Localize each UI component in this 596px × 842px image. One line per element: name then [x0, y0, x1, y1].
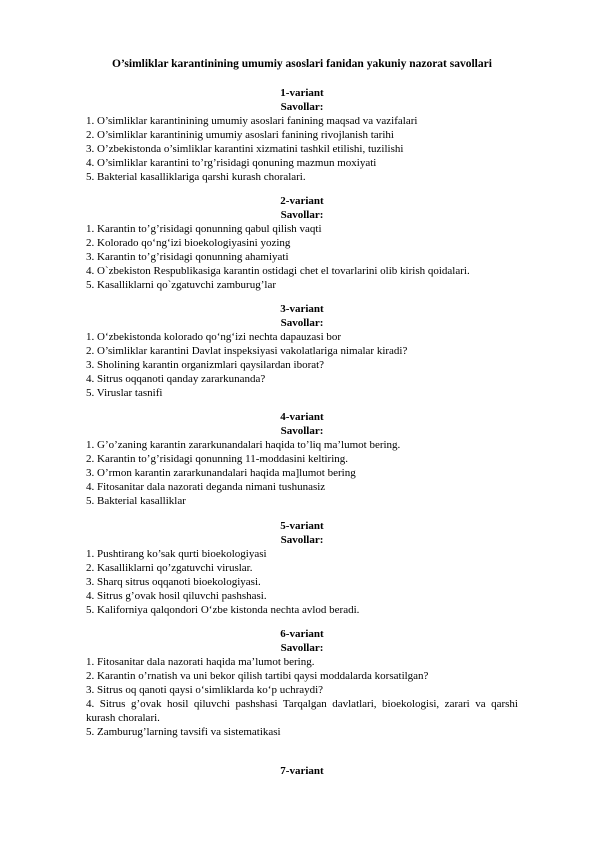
variant-heading: 4-variant	[280, 411, 324, 423]
question-item: 4. Sitrus g’ovak hosil qiluvchi pashshasi Tarqalgan davlatlari, bioekologisi, zarari va qarshi kurash choralari.	[86, 698, 518, 724]
variant-heading: 2-variant	[280, 195, 324, 207]
variant-section-4	[86, 410, 518, 508]
variant-section-2	[86, 194, 518, 292]
variant-section-6	[86, 627, 518, 739]
variant-section-5	[86, 519, 518, 617]
question-item: 5. Kaliforniya qalqondori O‘zbe kistonda nechta avlod beradi.	[86, 604, 360, 616]
question-item: 5. Kasalliklarni qo`zgatuvchi zamburug’lar	[86, 279, 276, 291]
question-item: 3. Karantin to’g’risidagi qonunning ahamiyati	[86, 251, 289, 263]
variant-heading: 3-variant	[280, 303, 324, 315]
question-item: 3. Sitrus oq qanoti qaysi o‘simliklarda ko‘p uchraydi?	[86, 684, 324, 696]
question-item: 2. O’simliklar karantini Davlat inspeksiyasi vakolatlariga nimalar kiradi?	[86, 345, 408, 357]
question-item: 4. Sitrus g’ovak hosil qiluvchi pashshasi.	[86, 590, 267, 602]
questions-heading: Savollar:	[280, 425, 324, 437]
questions-heading: Savollar:	[280, 209, 324, 221]
questions-heading: Savollar:	[280, 101, 324, 113]
variant-heading: 5-variant	[280, 520, 324, 532]
question-item: 3. Sharq sitrus oqqanoti bioekologiyasi.	[86, 576, 261, 588]
variant-heading: 7-variant	[280, 765, 324, 777]
questions-heading: Savollar:	[280, 642, 324, 654]
question-item: 5. Bakterial kasalliklariga qarshi kurash choralari.	[86, 171, 306, 183]
variant-section-3	[86, 302, 518, 400]
question-item: 1. O’simliklar karantinining umumiy asoslari fanining maqsad va vazifalari	[86, 115, 418, 127]
question-item: 5. Bakterial kasalliklar	[86, 495, 186, 507]
questions-heading: Savollar:	[280, 534, 324, 546]
variant-section-7	[86, 764, 518, 778]
question-item: 3. O’zbekistonda o’simliklar karantini xizmatini tashkil etilishi, tuzilishi	[86, 143, 404, 155]
question-item: 1. O‘zbekistonda kolorado qo‘ng‘izi nechta dapauzasi bor	[86, 331, 342, 343]
question-item: 2. Karantin o’rnatish va uni bekor qilish tartibi qaysi moddalarda korsatilgan?	[86, 670, 429, 682]
question-item: 4. Sitrus oqqanoti qanday zararkunanda?	[86, 373, 266, 385]
question-item: 3. O’rmon karantin zararkunandalari haqida ma]lumot bering	[86, 467, 356, 479]
question-item: 3. Sholining karantin organizmlari qaysilardan iborat?	[86, 359, 325, 371]
question-item: 1. Fitosanitar dala nazorati haqida ma’lumot bering.	[86, 656, 315, 668]
question-item: 2. O’simliklar karantininig umumiy asoslari fanining rivojlanish tarihi	[86, 129, 394, 141]
question-item: 1. G’o’zaning karantin zararkunandalari haqida to’liq ma’lumot bering.	[86, 439, 401, 451]
question-item: 1. Karantin to’g’risidagi qonunning qabul qilish vaqti	[86, 223, 322, 235]
question-item: 5. Zamburug’larning tavsifi va sistematikasi	[86, 726, 281, 738]
variant-section-1	[86, 86, 518, 184]
question-item: 4. O’simliklar karantini to’rg’risidagi qonuning mazmun moxiyati	[86, 157, 377, 169]
variant-heading: 6-variant	[280, 628, 324, 640]
question-item: 2. Kasalliklarni qo’zgatuvchi viruslar.	[86, 562, 253, 574]
question-item: 2. Kolorado qo‘ng‘izi bioekologiyasini yozing	[86, 237, 291, 249]
questions-heading: Savollar:	[280, 317, 324, 329]
question-item: 1. Pushtirang ko’sak qurti bioekologiyasi	[86, 548, 267, 560]
question-item: 2. Karantin to’g’risidagi qonunning 11-moddasini keltiring.	[86, 453, 349, 465]
document-title: O’simliklar karantinining umumiy asoslari fanidan yakuniy nazorat savollari	[112, 58, 492, 70]
question-item: 4. Fitosanitar dala nazorati deganda nimani tushunasiz	[86, 481, 326, 493]
variant-heading: 1-variant	[280, 87, 324, 99]
question-item: 4. O`zbekiston Respublikasiga karantin ostidagi chet el tovarlarini olib kirish qoidalari.	[86, 265, 470, 277]
question-item: 5. Viruslar tasnifi	[86, 387, 163, 399]
